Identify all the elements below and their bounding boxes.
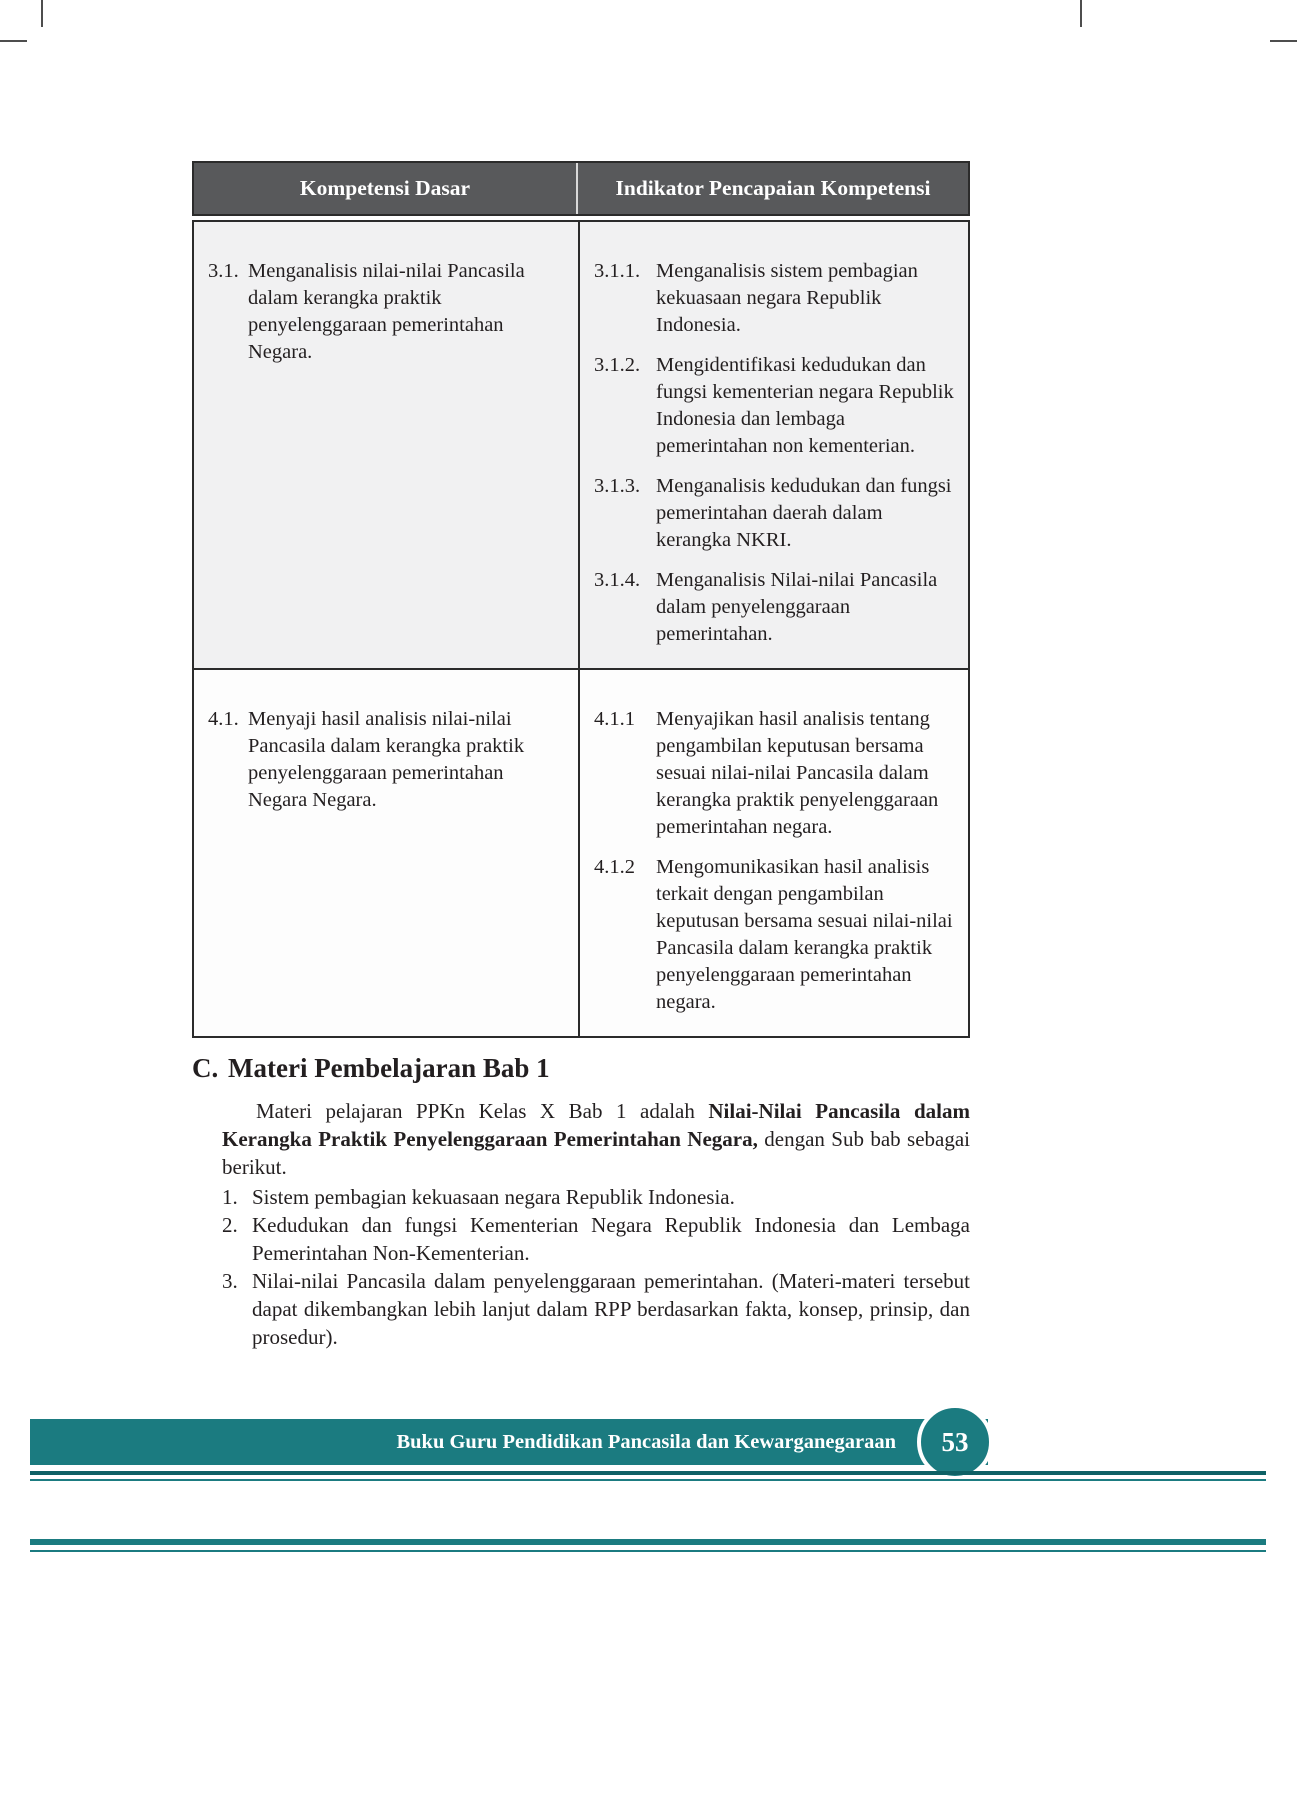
competency-table-body bbox=[192, 220, 970, 1038]
indicator-number: 3.1.3. bbox=[594, 475, 641, 497]
indicator-number: 3.1.4. bbox=[594, 569, 641, 591]
list-item-text: Kedudukan dan fungsi Kementerian Negara Republik Indonesia dan Lembaga Pemerintahan Non-Kementerian. bbox=[252, 1213, 970, 1265]
crop-mark-top-left-vertical bbox=[41, 0, 43, 27]
indicator-text: Menyajikan hasil analisis tentang pengambilan keputusan bersama sesuai nilai-nilai Pancasila dalam kerangka praktik penyelenggaraan pemerintahan negara. bbox=[656, 708, 939, 838]
crop-mark-top-left-horizontal bbox=[0, 40, 27, 42]
indicator-item bbox=[594, 352, 954, 460]
subbab-list bbox=[222, 1183, 970, 1351]
list-item-number: 2. bbox=[222, 1213, 238, 1237]
indicator-text: Menganalisis Nilai-nilai Pancasila dalam penyelenggaraan pemerintahan. bbox=[656, 569, 938, 645]
section-letter: C. bbox=[192, 1053, 219, 1083]
kompetensi-dasar-cell bbox=[194, 670, 580, 1036]
indicator-item bbox=[594, 854, 954, 1016]
list-item bbox=[222, 1183, 970, 1211]
kd-text: Menyaji hasil analisis nilai-nilai Pancasila dalam kerangka praktik penyelenggaraan pemerintahan Negara Negara. bbox=[248, 708, 525, 811]
footer-book-title: Buku Guru Pendidikan Pancasila dan Kewarganegaraan bbox=[396, 1430, 896, 1453]
indicator-number: 3.1.2. bbox=[594, 354, 641, 376]
competency-table-header-row bbox=[192, 161, 970, 216]
page-number: 53 bbox=[941, 1426, 969, 1457]
crop-mark-top-right-horizontal bbox=[1270, 40, 1297, 42]
indicator-number: 4.1.1 bbox=[594, 708, 635, 730]
list-item-number: 1. bbox=[222, 1185, 238, 1209]
paragraph-text-normal: Materi pelajaran PPKn Kelas X Bab 1 adalah bbox=[256, 1099, 709, 1123]
footer-rule-top-thin bbox=[30, 1479, 1266, 1481]
page-number-badge bbox=[917, 1404, 993, 1480]
indicator-number: 4.1.2 bbox=[594, 856, 635, 878]
list-item bbox=[222, 1267, 970, 1351]
section-title: Materi Pembelajaran Bab 1 bbox=[228, 1053, 550, 1083]
list-item bbox=[222, 1211, 970, 1267]
footer-bar bbox=[30, 1419, 988, 1465]
kd-entry bbox=[208, 258, 564, 366]
kd-entry bbox=[208, 706, 564, 814]
kompetensi-dasar-cell bbox=[194, 222, 580, 668]
indicator-text: Mengomunikasikan hasil analisis terkait dengan pengambilan keputusan bersama sesuai nilai-nilai Pancasila dalam kerangka praktik penyelenggaraan pemerintahan negara. bbox=[656, 856, 953, 1013]
footer-rule-top-thick bbox=[30, 1471, 1266, 1475]
section-body bbox=[192, 1097, 970, 1351]
list-item-number: 3. bbox=[222, 1269, 238, 1293]
list-item-text: Sistem pembagian kekuasaan negara Republik Indonesia. bbox=[252, 1185, 735, 1209]
table-row-4-1 bbox=[194, 670, 968, 1036]
indicator-item bbox=[594, 706, 954, 841]
kd-number: 3.1. bbox=[208, 260, 239, 282]
indicator-text: Mengidentifikasi kedudukan dan fungsi kementerian negara Republik Indonesia dan lembaga pemerintahan non kementerian. bbox=[656, 354, 954, 457]
indikator-cell bbox=[580, 222, 968, 668]
indicator-number: 3.1.1. bbox=[594, 260, 641, 282]
kd-number: 4.1. bbox=[208, 708, 239, 730]
kd-text: Menganalisis nilai-nilai Pancasila dalam kerangka praktik penyelenggaraan pemerintahan Negara. bbox=[248, 260, 525, 363]
indicator-item bbox=[594, 258, 954, 339]
paragraph-text-bold: Nilai-Nilai Pancasila dalam Kerangka Praktik Penyelenggaraan Pemerintahan Negara, bbox=[222, 1099, 970, 1151]
crop-mark-top-right-vertical bbox=[1080, 0, 1082, 27]
indicator-item bbox=[594, 473, 954, 554]
indicator-item bbox=[594, 567, 954, 648]
section-materi-pembelajaran bbox=[192, 1052, 970, 1351]
paragraph-text-normal: dengan Sub bab sebagai berikut. bbox=[222, 1127, 970, 1179]
footer-rule-bottom-thick bbox=[30, 1539, 1266, 1545]
table-row-3-1 bbox=[194, 222, 968, 670]
column-header-indikator-pencapaian: Indikator Pencapaian Kompetensi bbox=[615, 176, 931, 200]
footer-rule-bottom-thin bbox=[30, 1550, 1266, 1552]
column-header-kompetensi-dasar: Kompetensi Dasar bbox=[194, 163, 578, 214]
indicator-text: Menganalisis kedudukan dan fungsi pemerintahan daerah dalam kerangka NKRI. bbox=[656, 475, 952, 551]
list-item-text: Nilai-nilai Pancasila dalam penyelenggaraan pemerintahan. (Materi-materi tersebut dapat dikembangkan lebih lanjut dalam RPP berdasarkan fakta, konsep, prinsip, dan prosedur). bbox=[252, 1269, 970, 1349]
indikator-cell bbox=[580, 670, 968, 1036]
intro-paragraph bbox=[222, 1097, 970, 1181]
indicator-text: Menganalisis sistem pembagian kekuasaan negara Republik Indonesia. bbox=[656, 260, 918, 336]
section-heading bbox=[192, 1052, 970, 1084]
competency-table bbox=[192, 161, 970, 1038]
